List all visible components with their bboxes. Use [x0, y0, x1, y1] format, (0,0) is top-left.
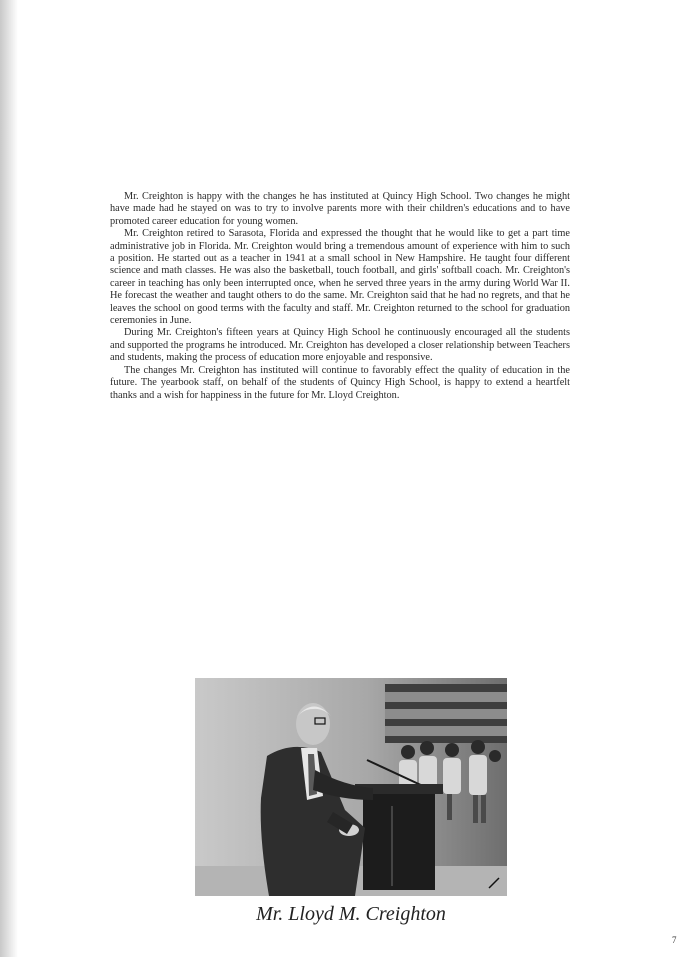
page-binding-shadow	[0, 0, 18, 957]
creighton-photo	[195, 678, 507, 896]
article-paragraph: The changes Mr. Creighton has instituted will continue to favorably effect the quality of education in the future. The yearbook staff, on behalf of the students of Quincy High School, is happy to extend a heartfelt thanks and a wish for happiness in the future for Mr. Lloyd Creighton.	[110, 364, 570, 401]
photo-caption: Mr. Lloyd M. Creighton	[256, 903, 446, 925]
article-paragraph: Mr. Creighton is happy with the changes he has instituted at Quincy High School. Two changes he might have made had he stayed on was to try to involve parents more with their children's educations and to have promoted career education for young women.	[110, 191, 570, 227]
article-paragraph: During Mr. Creighton's fifteen years at Quincy High School he continuously encouraged all the students and supported the programs he introduced. Mr. Creighton has developed a closer relationship between Teachers and students, making the process of education more enjoyable and responsive.	[110, 327, 570, 364]
page-number: 7	[672, 935, 677, 945]
article-body	[110, 191, 570, 402]
article-paragraph: Mr. Creighton retired to Sarasota, Florida and expressed the thought that he would like to get a part time administrative job in Florida. Mr. Creighton would bring a tremendous amount of experience with him to such a position. He started out as a teacher in 1941 at a small school in New Hampshire. He taught four different science and math classes. He was also the basketball, touch football, and girls' softball coach. Mr. Creighton's career in teaching has only been interrupted once, when he served three years in the army during World War II. He forecast the weather and taught others to do the same. Mr. Creighton said that he had no regrets, and that he leaves the school on good terms with the faculty and staff. Mr. Creighton returned to the school for graduation ceremonies in June.	[110, 228, 570, 327]
